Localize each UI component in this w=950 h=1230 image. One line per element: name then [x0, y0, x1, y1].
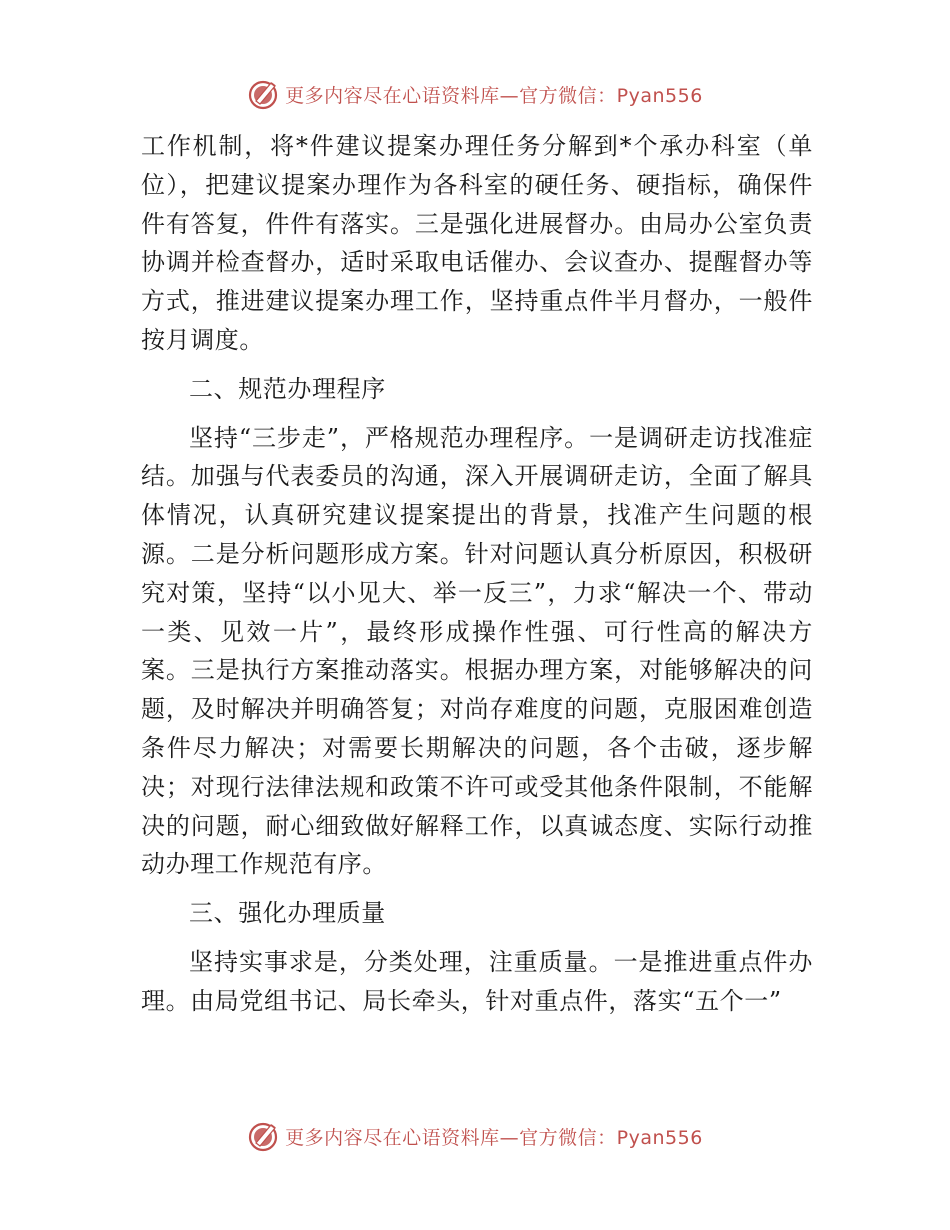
paragraph-continuation: 工作机制，将*件建议提案办理任务分解到*个承办科室（单位），把建议提案办理作为各科室的硬任务、硬指标，确保件件有答复，件件有落实。三是强化进展督办。由局办公室负责协调并检查督办，适时采取电话催办、会议查办、提醒督办等方式，推进建议提案办理工作，坚持重点件半月督办，一般件按月调度。 [141, 132, 813, 354]
paragraph-section-2: 坚持“三步走”，严格规范办理程序。一是调研走访找准症结。加强与代表委员的沟通，深入开展调研走访，全面了解具体情况，认真研究建议提案提出的背景，找准产生问题的根源。二是分析问题形成方案。针对问题认真分析原因，积极研究对策，坚持“以小见大、举一反三”，力求“解决一个、带动一类、见效一片”，最终形成操作性强、可行性高的解决方案。三是执行方案推动落实。根据办理方案，对能够解决的问题，及时解决并明确答复；对尚存难度的问题，克服困难创造条件尽力解决；对需要长期解决的问题，各个击破，逐步解决；对现行法律法规和政策不许可或受其他条件限制，不能解决的问题，耐心细致做好解释工作，以真诚态度、实际行动推动办理工作规范有序。 [141, 423, 813, 879]
paragraph-section-3: 坚持实事求是，分类处理，注重质量。一是推进重点件办理。由局党组书记、局长牵头，针对重点件，落实“五个一” [141, 947, 813, 1015]
header-banner-text: 更多内容尽在心语资料库—官方微信：Pyan556 [285, 84, 703, 107]
header-banner [0, 74, 950, 114]
footer-banner-text: 更多内容尽在心语资料库—官方微信：Pyan556 [285, 1126, 703, 1149]
section-heading-3: 三、强化办理质量 [189, 899, 386, 928]
footer-banner [0, 1116, 950, 1156]
pen-seal-logo-icon [247, 77, 281, 111]
section-heading-2: 二、规范办理程序 [189, 374, 386, 403]
pen-seal-logo-icon [247, 1119, 281, 1153]
document-body [141, 127, 813, 1031]
